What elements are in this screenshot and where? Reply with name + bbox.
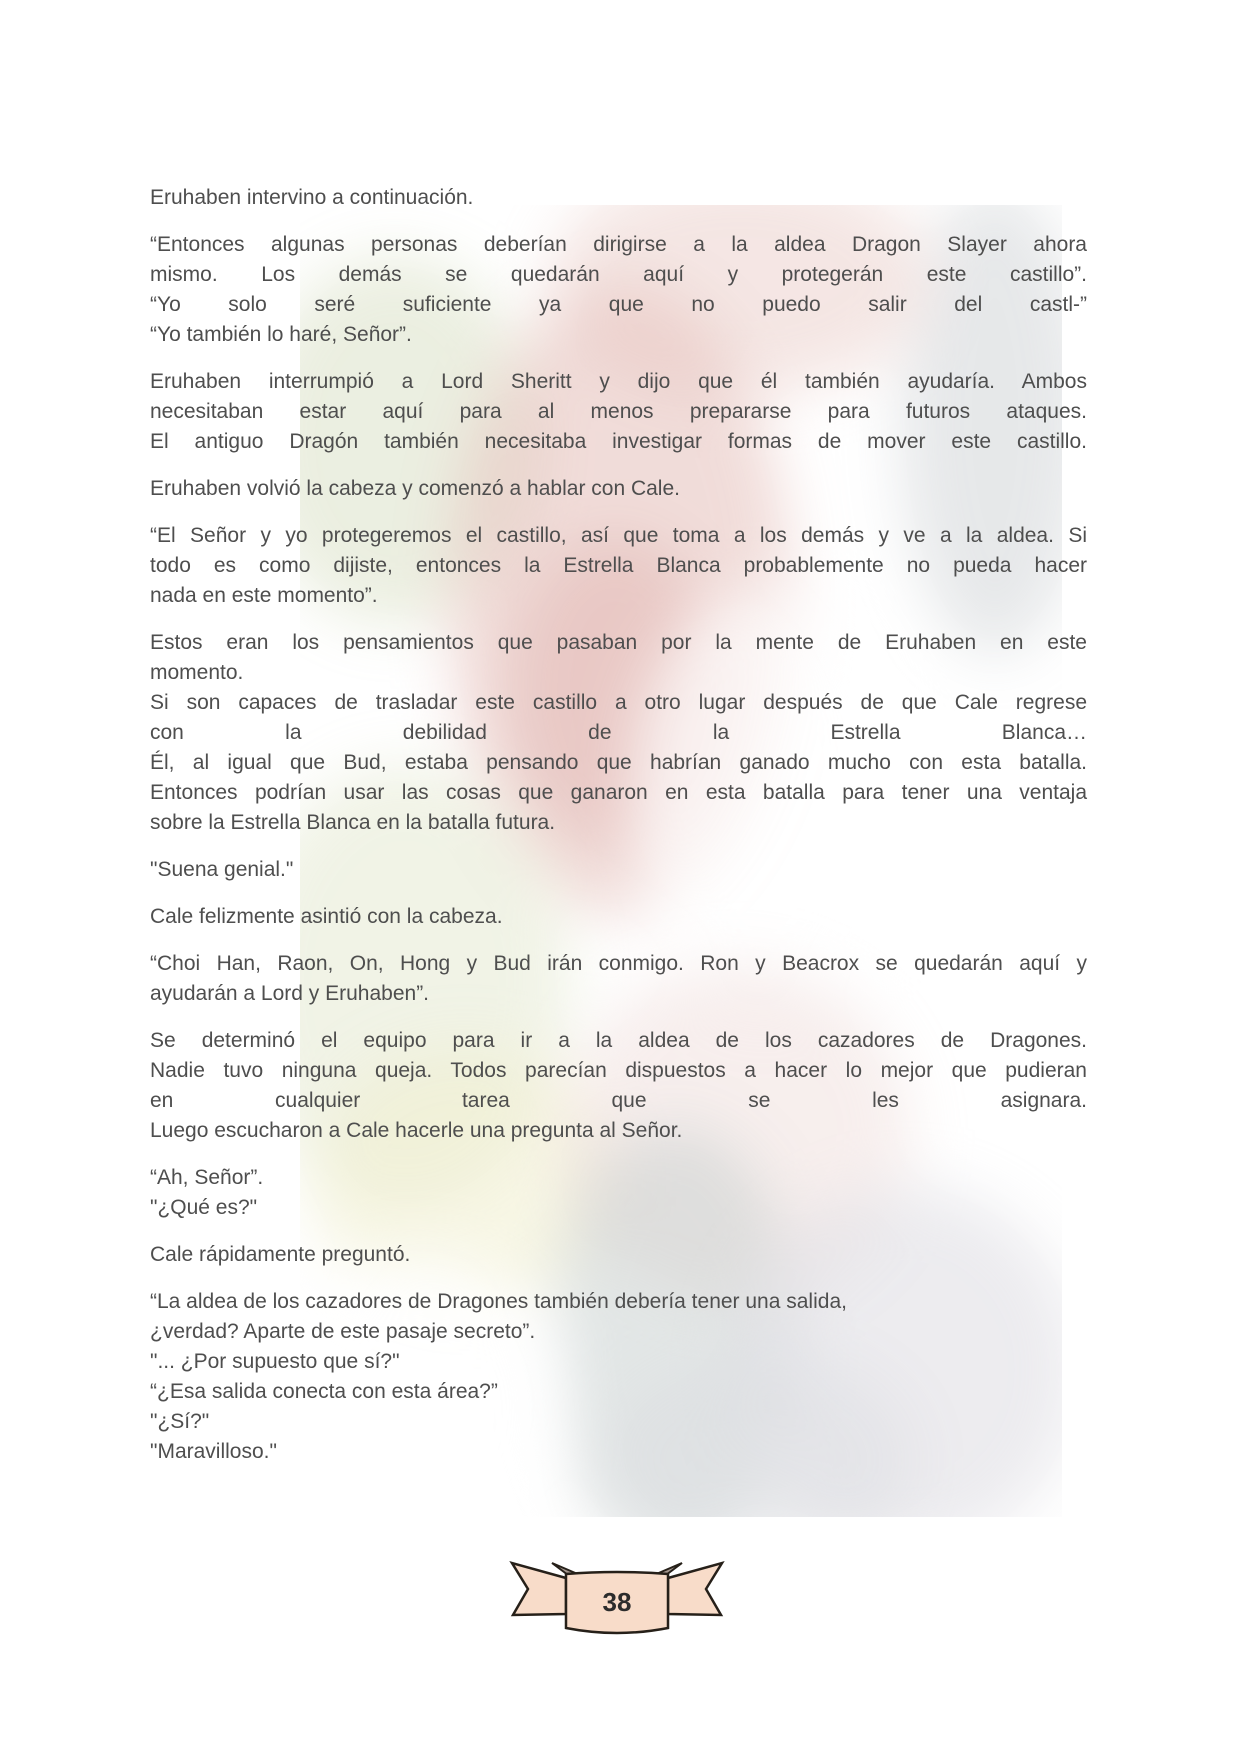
text-line: Nadie tuvo ninguna queja. Todos parecían dispuestos a hacer lo mejor que pudieran (150, 1059, 1087, 1082)
text-line: “Yo solo seré suficiente ya que no puedo salir del castl-” (150, 293, 1087, 316)
text-line: Eruhaben interrumpió a Lord Sheritt y dijo que él también ayudaría. Ambos (150, 370, 1087, 393)
text-line: Entonces podrían usar las cosas que ganaron en esta batalla para tener una ventaja (150, 781, 1087, 804)
paragraph (150, 1240, 1087, 1270)
text-line: “Choi Han, Raon, On, Hong y Bud irán conmigo. Ron y Beacrox se quedarán aquí y (150, 952, 1087, 975)
text-line: momento. (150, 661, 244, 684)
text-line: “Ah, Señor”. (150, 1166, 264, 1189)
text-line: mismo. Los demás se quedarán aquí y protegerán este castillo”. (150, 263, 1087, 286)
text-line: El antiguo Dragón también necesitaba investigar formas de mover este castillo. (150, 430, 1087, 453)
text-line: ayudarán a Lord y Eruhaben”. (150, 982, 430, 1005)
text-line: Cale rápidamente preguntó. (150, 1243, 411, 1266)
text-line: Cale felizmente asintió con la cabeza. (150, 905, 503, 928)
text-line: "¿Qué es?" (150, 1196, 258, 1219)
text-line: “La aldea de los cazadores de Dragones también debería tener una salida, (150, 1290, 847, 1313)
page-number: 38 (602, 1587, 632, 1617)
text-line: Eruhaben intervino a continuación. (150, 186, 474, 209)
text-line: "¿Sí?" (150, 1410, 210, 1433)
paragraph (150, 1287, 1087, 1467)
text-line: necesitaban estar aquí para al menos prepararse para futuros ataques. (150, 400, 1087, 423)
paragraph (150, 855, 1087, 885)
ribbon-left-tail (512, 1563, 566, 1615)
paragraph (150, 902, 1087, 932)
text-line: Si son capaces de trasladar este castillo a otro lugar después de que Cale regrese (150, 691, 1087, 714)
paragraph (150, 474, 1087, 504)
paragraph (150, 1163, 1087, 1223)
text-line: ¿verdad? Aparte de este pasaje secreto”. (150, 1320, 536, 1343)
text-line: "Suena genial." (150, 858, 294, 881)
ribbon-right-tail (668, 1563, 722, 1615)
text-line: “Yo también lo haré, Señor”. (150, 323, 412, 346)
paragraph (150, 628, 1087, 838)
paragraph (150, 1026, 1087, 1146)
text-line: Se determinó el equipo para ir a la aldea de los cazadores de Dragones. (150, 1029, 1087, 1052)
paragraph (150, 367, 1087, 457)
text-line: con la debilidad de la Estrella Blanca… (150, 721, 1087, 744)
text-line: “¿Esa salida conecta con esta área?” (150, 1380, 498, 1403)
text-line: Eruhaben volvió la cabeza y comenzó a hablar con Cale. (150, 477, 680, 500)
text-line: “Entonces algunas personas deberían dirigirse a la aldea Dragon Slayer ahora (150, 233, 1087, 256)
paragraph (150, 230, 1087, 350)
paragraph (150, 183, 1087, 213)
text-line: "... ¿Por supuesto que sí?" (150, 1350, 400, 1373)
text-line: Estos eran los pensamientos que pasaban por la mente de Eruhaben en este (150, 631, 1087, 654)
paragraph (150, 949, 1087, 1009)
text-line: todo es como dijiste, entonces la Estrella Blanca probablemente no pueda hacer (150, 554, 1087, 577)
text-line: en cualquier tarea que se les asignara. (150, 1089, 1087, 1112)
paragraph (150, 521, 1087, 611)
text-line: “El Señor y yo protegeremos el castillo, así que toma a los demás y ve a la aldea. Si (150, 524, 1087, 547)
text-line: "Maravilloso." (150, 1440, 277, 1463)
page-text (150, 183, 1087, 1484)
text-line: nada en este momento”. (150, 584, 378, 607)
page-number-ribbon (502, 1556, 732, 1644)
text-line: Luego escucharon a Cale hacerle una pregunta al Señor. (150, 1119, 683, 1142)
text-line: Él, al igual que Bud, estaba pensando que habrían ganado mucho con esta batalla. (150, 751, 1087, 774)
text-line: sobre la Estrella Blanca en la batalla futura. (150, 811, 556, 834)
